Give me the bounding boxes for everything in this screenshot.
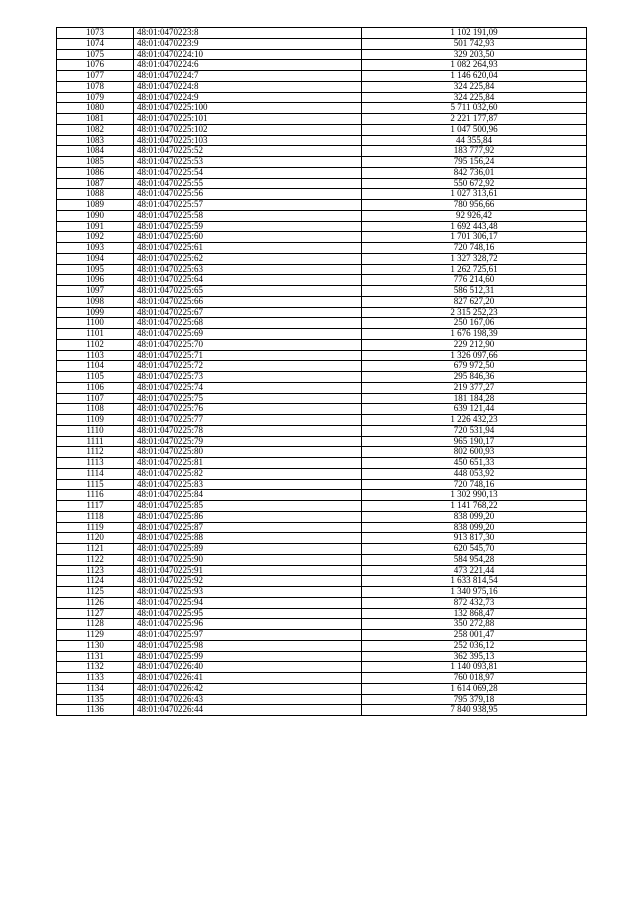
row-number-cell: 1076	[57, 60, 134, 71]
row-number-cell: 1109	[57, 415, 134, 426]
cadastral-value-cell: 362 395,13	[362, 651, 587, 662]
cadastral-value-cell: 229 212,90	[362, 339, 587, 350]
row-number-cell: 1132	[57, 662, 134, 673]
cadastral-value-cell: 780 956,66	[362, 200, 587, 211]
cadastral-value-cell: 872 432,73	[362, 597, 587, 608]
table-row	[57, 253, 587, 264]
cadastral-value-cell: 679 972,50	[362, 361, 587, 372]
cadastral-number-cell: 48:01:0470225:86	[134, 511, 362, 522]
cadastral-value-cell: 181 184,28	[362, 393, 587, 404]
table-row	[57, 393, 587, 404]
cadastral-number-cell: 48:01:0470225:98	[134, 640, 362, 651]
table-row	[57, 404, 587, 415]
table-row	[57, 38, 587, 49]
row-number-cell: 1082	[57, 124, 134, 135]
cadastral-value-cell: 92 926,42	[362, 210, 587, 221]
table-row	[57, 286, 587, 297]
row-number-cell: 1136	[57, 705, 134, 716]
cadastral-value-cell: 842 736,01	[362, 167, 587, 178]
cadastral-value-cell: 295 846,36	[362, 372, 587, 383]
cadastral-value-cell: 720 748,16	[362, 479, 587, 490]
row-number-cell: 1118	[57, 511, 134, 522]
cadastral-number-cell: 48:01:0470225:70	[134, 339, 362, 350]
cadastral-value-cell: 639 121,44	[362, 404, 587, 415]
cadastral-number-cell: 48:01:0470225:78	[134, 425, 362, 436]
row-number-cell: 1115	[57, 479, 134, 490]
table-row	[57, 114, 587, 125]
cadastral-number-cell: 48:01:0470226:44	[134, 705, 362, 716]
table-row	[57, 694, 587, 705]
row-number-cell: 1135	[57, 694, 134, 705]
cadastral-number-cell: 48:01:0470225:83	[134, 479, 362, 490]
row-number-cell: 1080	[57, 103, 134, 114]
cadastral-value-cell: 2 221 177,87	[362, 114, 587, 125]
cadastral-number-cell: 48:01:0470225:94	[134, 597, 362, 608]
row-number-cell: 1077	[57, 71, 134, 82]
table-row	[57, 597, 587, 608]
cadastral-number-cell: 48:01:0470224:8	[134, 81, 362, 92]
cadastral-number-cell: 48:01:0470225:56	[134, 189, 362, 200]
table-row	[57, 673, 587, 684]
row-number-cell: 1134	[57, 683, 134, 694]
table-row	[57, 662, 587, 673]
cadastral-number-cell: 48:01:0470225:65	[134, 286, 362, 297]
cadastral-number-cell: 48:01:0470225:101	[134, 114, 362, 125]
cadastral-value-cell: 1 340 975,16	[362, 587, 587, 598]
row-number-cell: 1083	[57, 135, 134, 146]
cadastral-number-cell: 48:01:0470225:55	[134, 178, 362, 189]
row-number-cell: 1075	[57, 49, 134, 60]
row-number-cell: 1104	[57, 361, 134, 372]
table-row	[57, 60, 587, 71]
table-row	[57, 382, 587, 393]
cadastral-value-cell: 1 146 620,04	[362, 71, 587, 82]
cadastral-number-cell: 48:01:0470225:84	[134, 490, 362, 501]
cadastral-number-cell: 48:01:0470224:7	[134, 71, 362, 82]
cadastral-number-cell: 48:01:0470225:97	[134, 630, 362, 641]
table-row	[57, 221, 587, 232]
table-row	[57, 28, 587, 39]
table-row	[57, 683, 587, 694]
cadastral-value-table	[56, 27, 587, 716]
row-number-cell: 1098	[57, 296, 134, 307]
cadastral-number-cell: 48:01:0470225:74	[134, 382, 362, 393]
cadastral-value-cell: 183 777,92	[362, 146, 587, 157]
cadastral-number-cell: 48:01:0470225:93	[134, 587, 362, 598]
row-number-cell: 1111	[57, 436, 134, 447]
cadastral-number-cell: 48:01:0470225:75	[134, 393, 362, 404]
cadastral-value-cell: 760 018,97	[362, 673, 587, 684]
row-number-cell: 1101	[57, 329, 134, 340]
cadastral-number-cell: 48:01:0470225:58	[134, 210, 362, 221]
row-number-cell: 1086	[57, 167, 134, 178]
cadastral-number-cell: 48:01:0470225:69	[134, 329, 362, 340]
row-number-cell: 1092	[57, 232, 134, 243]
row-number-cell: 1081	[57, 114, 134, 125]
cadastral-number-cell: 48:01:0470225:88	[134, 533, 362, 544]
cadastral-number-cell: 48:01:0470225:76	[134, 404, 362, 415]
table-row	[57, 587, 587, 598]
cadastral-number-cell: 48:01:0470225:57	[134, 200, 362, 211]
table-row	[57, 533, 587, 544]
cadastral-value-cell: 838 099,20	[362, 522, 587, 533]
row-number-cell: 1123	[57, 565, 134, 576]
cadastral-number-cell: 48:01:0470225:96	[134, 619, 362, 630]
cadastral-value-cell: 1 262 725,61	[362, 264, 587, 275]
table-row	[57, 372, 587, 383]
row-number-cell: 1133	[57, 673, 134, 684]
cadastral-number-cell: 48:01:0470225:91	[134, 565, 362, 576]
table-row	[57, 640, 587, 651]
cadastral-number-cell: 48:01:0470226:43	[134, 694, 362, 705]
cadastral-value-cell: 1 302 990,13	[362, 490, 587, 501]
row-number-cell: 1108	[57, 404, 134, 415]
cadastral-value-cell: 584 954,28	[362, 554, 587, 565]
cadastral-value-cell: 1 633 814,54	[362, 576, 587, 587]
cadastral-value-cell: 795 379,18	[362, 694, 587, 705]
cadastral-number-cell: 48:01:0470225:81	[134, 458, 362, 469]
table-row	[57, 630, 587, 641]
row-number-cell: 1106	[57, 382, 134, 393]
row-number-cell: 1089	[57, 200, 134, 211]
table-row	[57, 329, 587, 340]
cadastral-value-cell: 1 327 328,72	[362, 253, 587, 264]
cadastral-value-cell: 1 140 093,81	[362, 662, 587, 673]
cadastral-number-cell: 48:01:0470225:71	[134, 350, 362, 361]
table-row	[57, 447, 587, 458]
cadastral-value-cell: 1 027 313,61	[362, 189, 587, 200]
cadastral-value-cell: 1 326 097,66	[362, 350, 587, 361]
table-row	[57, 296, 587, 307]
cadastral-value-cell: 586 512,31	[362, 286, 587, 297]
cadastral-value-cell: 250 167,06	[362, 318, 587, 329]
row-number-cell: 1110	[57, 425, 134, 436]
row-number-cell: 1119	[57, 522, 134, 533]
row-number-cell: 1117	[57, 501, 134, 512]
row-number-cell: 1114	[57, 468, 134, 479]
table-row	[57, 232, 587, 243]
cadastral-value-cell: 2 315 252,23	[362, 307, 587, 318]
row-number-cell: 1100	[57, 318, 134, 329]
row-number-cell: 1085	[57, 157, 134, 168]
cadastral-value-cell: 1 692 443,48	[362, 221, 587, 232]
table-row	[57, 71, 587, 82]
row-number-cell: 1087	[57, 178, 134, 189]
cadastral-value-cell: 776 214,60	[362, 275, 587, 286]
row-number-cell: 1127	[57, 608, 134, 619]
row-number-cell: 1126	[57, 597, 134, 608]
table-row	[57, 425, 587, 436]
cadastral-number-cell: 48:01:0470225:77	[134, 415, 362, 426]
row-number-cell: 1124	[57, 576, 134, 587]
row-number-cell: 1130	[57, 640, 134, 651]
cadastral-number-cell: 48:01:0470225:61	[134, 243, 362, 254]
row-number-cell: 1107	[57, 393, 134, 404]
table-row	[57, 307, 587, 318]
cadastral-number-cell: 48:01:0470225:79	[134, 436, 362, 447]
row-number-cell: 1093	[57, 243, 134, 254]
row-number-cell: 1102	[57, 339, 134, 350]
table-row	[57, 361, 587, 372]
cadastral-number-cell: 48:01:0470224:10	[134, 49, 362, 60]
cadastral-value-cell: 132 868,47	[362, 608, 587, 619]
cadastral-value-cell: 219 377,27	[362, 382, 587, 393]
row-number-cell: 1094	[57, 253, 134, 264]
table-row	[57, 522, 587, 533]
table-row	[57, 554, 587, 565]
table-row	[57, 576, 587, 587]
cadastral-number-cell: 48:01:0470225:54	[134, 167, 362, 178]
table-row	[57, 490, 587, 501]
cadastral-number-cell: 48:01:0470225:102	[134, 124, 362, 135]
cadastral-number-cell: 48:01:0470225:52	[134, 146, 362, 157]
table-row	[57, 501, 587, 512]
cadastral-value-cell: 1 701 306,17	[362, 232, 587, 243]
cadastral-number-cell: 48:01:0470224:9	[134, 92, 362, 103]
cadastral-value-cell: 448 053,92	[362, 468, 587, 479]
table-row	[57, 468, 587, 479]
cadastral-value-cell: 258 001,47	[362, 630, 587, 641]
table-row	[57, 705, 587, 716]
table-row	[57, 350, 587, 361]
cadastral-value-cell: 252 036,12	[362, 640, 587, 651]
row-number-cell: 1112	[57, 447, 134, 458]
table-row	[57, 189, 587, 200]
cadastral-number-cell: 48:01:0470225:72	[134, 361, 362, 372]
cadastral-number-cell: 48:01:0470225:100	[134, 103, 362, 114]
cadastral-number-cell: 48:01:0470225:73	[134, 372, 362, 383]
cadastral-value-cell: 838 099,20	[362, 511, 587, 522]
cadastral-value-cell: 965 190,17	[362, 436, 587, 447]
cadastral-number-cell: 48:01:0470225:87	[134, 522, 362, 533]
cadastral-value-cell: 913 817,30	[362, 533, 587, 544]
row-number-cell: 1120	[57, 533, 134, 544]
table-row	[57, 200, 587, 211]
cadastral-number-cell: 48:01:0470225:95	[134, 608, 362, 619]
cadastral-value-cell: 7 840 938,95	[362, 705, 587, 716]
table-row	[57, 157, 587, 168]
table-row	[57, 415, 587, 426]
cadastral-value-cell: 44 355,84	[362, 135, 587, 146]
table-row	[57, 511, 587, 522]
cadastral-value-cell: 1 676 198,39	[362, 329, 587, 340]
table-row	[57, 479, 587, 490]
cadastral-number-cell: 48:01:0470225:89	[134, 544, 362, 555]
cadastral-value-cell: 1 102 191,09	[362, 28, 587, 39]
row-number-cell: 1074	[57, 38, 134, 49]
cadastral-value-cell: 501 742,93	[362, 38, 587, 49]
cadastral-value-cell: 720 748,16	[362, 243, 587, 254]
table-row	[57, 243, 587, 254]
table-row	[57, 167, 587, 178]
row-number-cell: 1079	[57, 92, 134, 103]
cadastral-value-cell: 1 047 500,96	[362, 124, 587, 135]
cadastral-value-cell: 324 225,84	[362, 92, 587, 103]
cadastral-number-cell: 48:01:0470226:40	[134, 662, 362, 673]
cadastral-number-cell: 48:01:0470225:90	[134, 554, 362, 565]
table-row	[57, 92, 587, 103]
cadastral-number-cell: 48:01:0470225:63	[134, 264, 362, 275]
cadastral-number-cell: 48:01:0470225:64	[134, 275, 362, 286]
cadastral-number-cell: 48:01:0470223:9	[134, 38, 362, 49]
cadastral-number-cell: 48:01:0470225:99	[134, 651, 362, 662]
cadastral-number-cell: 48:01:0470225:62	[134, 253, 362, 264]
cadastral-number-cell: 48:01:0470225:68	[134, 318, 362, 329]
table-row	[57, 178, 587, 189]
cadastral-number-cell: 48:01:0470225:59	[134, 221, 362, 232]
row-number-cell: 1131	[57, 651, 134, 662]
cadastral-value-cell: 795 156,24	[362, 157, 587, 168]
row-number-cell: 1097	[57, 286, 134, 297]
table-row	[57, 124, 587, 135]
table-row	[57, 458, 587, 469]
cadastral-value-cell: 1 226 432,23	[362, 415, 587, 426]
table-row	[57, 619, 587, 630]
row-number-cell: 1121	[57, 544, 134, 555]
table-row	[57, 103, 587, 114]
cadastral-value-cell: 473 221,44	[362, 565, 587, 576]
row-number-cell: 1078	[57, 81, 134, 92]
cadastral-value-cell: 550 672,92	[362, 178, 587, 189]
row-number-cell: 1125	[57, 587, 134, 598]
table-row	[57, 210, 587, 221]
table-row	[57, 318, 587, 329]
row-number-cell: 1122	[57, 554, 134, 565]
row-number-cell: 1095	[57, 264, 134, 275]
row-number-cell: 1088	[57, 189, 134, 200]
cadastral-value-cell: 1 614 069,28	[362, 683, 587, 694]
cadastral-number-cell: 48:01:0470225:66	[134, 296, 362, 307]
table-row	[57, 651, 587, 662]
cadastral-number-cell: 48:01:0470225:67	[134, 307, 362, 318]
table-row	[57, 544, 587, 555]
table-row	[57, 565, 587, 576]
row-number-cell: 1113	[57, 458, 134, 469]
row-number-cell: 1099	[57, 307, 134, 318]
cadastral-number-cell: 48:01:0470225:80	[134, 447, 362, 458]
table-row	[57, 135, 587, 146]
cadastral-value-cell: 827 627,20	[362, 296, 587, 307]
row-number-cell: 1103	[57, 350, 134, 361]
cadastral-value-cell: 329 203,50	[362, 49, 587, 60]
row-number-cell: 1073	[57, 28, 134, 39]
table-row	[57, 275, 587, 286]
cadastral-number-cell: 48:01:0470226:41	[134, 673, 362, 684]
cadastral-value-cell: 620 545,70	[362, 544, 587, 555]
cadastral-value-cell: 350 272,88	[362, 619, 587, 630]
row-number-cell: 1129	[57, 630, 134, 641]
cadastral-number-cell: 48:01:0470225:53	[134, 157, 362, 168]
row-number-cell: 1090	[57, 210, 134, 221]
row-number-cell: 1116	[57, 490, 134, 501]
row-number-cell: 1105	[57, 372, 134, 383]
cadastral-number-cell: 48:01:0470225:103	[134, 135, 362, 146]
cadastral-value-cell: 450 651,33	[362, 458, 587, 469]
row-number-cell: 1091	[57, 221, 134, 232]
table-body	[57, 28, 587, 716]
table-row	[57, 49, 587, 60]
cadastral-value-cell: 802 600,93	[362, 447, 587, 458]
cadastral-value-cell: 324 225,84	[362, 81, 587, 92]
cadastral-number-cell: 48:01:0470225:60	[134, 232, 362, 243]
row-number-cell: 1128	[57, 619, 134, 630]
cadastral-value-cell: 5 711 032,60	[362, 103, 587, 114]
table-row	[57, 436, 587, 447]
cadastral-number-cell: 48:01:0470225:92	[134, 576, 362, 587]
cadastral-number-cell: 48:01:0470224:6	[134, 60, 362, 71]
row-number-cell: 1084	[57, 146, 134, 157]
table-row	[57, 81, 587, 92]
cadastral-number-cell: 48:01:0470225:85	[134, 501, 362, 512]
table-row	[57, 339, 587, 350]
cadastral-value-cell: 1 082 264,93	[362, 60, 587, 71]
cadastral-value-cell: 720 531,94	[362, 425, 587, 436]
cadastral-value-cell: 1 141 768,22	[362, 501, 587, 512]
table-row	[57, 264, 587, 275]
table-row	[57, 146, 587, 157]
table-row	[57, 608, 587, 619]
cadastral-number-cell: 48:01:0470226:42	[134, 683, 362, 694]
cadastral-number-cell: 48:01:0470223:8	[134, 28, 362, 39]
cadastral-number-cell: 48:01:0470225:82	[134, 468, 362, 479]
row-number-cell: 1096	[57, 275, 134, 286]
